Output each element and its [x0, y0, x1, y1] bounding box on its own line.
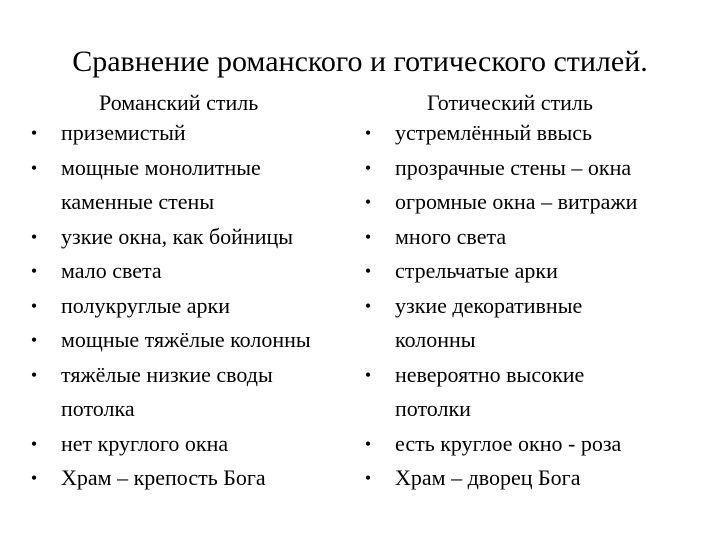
- bullet-icon: •: [364, 157, 372, 178]
- list-item-text: устремлённый ввысь: [395, 120, 593, 145]
- bullet-icon: •: [364, 468, 372, 488]
- bullet-icon: •: [364, 123, 372, 143]
- list-item: [28, 323, 358, 358]
- list-item-text: узкие декоративные: [395, 292, 583, 318]
- list-item-text: Храм – крепость Бога: [61, 465, 266, 490]
- list-item-text: потолки: [395, 396, 471, 421]
- bullet-icon: •: [30, 330, 38, 350]
- list-item-text: полукруглые арки: [61, 292, 231, 318]
- list-item-text: приземистый: [61, 120, 186, 145]
- bullet-icon: •: [30, 364, 38, 385]
- list-item-text: прозрачные стены – окна: [395, 154, 632, 180]
- list-item: [28, 289, 358, 324]
- bullet-icon: •: [364, 364, 372, 385]
- list-item: [362, 461, 692, 496]
- list-item: [362, 358, 692, 427]
- bullet-icon: •: [364, 261, 372, 281]
- list-item-text: стрельчатые арки: [395, 258, 558, 283]
- bullet-icon: •: [364, 226, 372, 247]
- list-item: [362, 116, 692, 151]
- list-item: [28, 116, 358, 151]
- list-item: [28, 358, 358, 427]
- list-item: [28, 461, 358, 496]
- list-item-text: узкие окна, как бойницы: [61, 223, 294, 249]
- list-item-text: мощные тяжёлые колонны: [61, 327, 311, 352]
- bullet-icon: •: [30, 226, 38, 247]
- list-item-text: потолка: [61, 396, 135, 421]
- list-item-text: Храм – дворец Бога: [395, 465, 581, 490]
- bullet-icon: •: [30, 157, 38, 178]
- list-item-text: мало света: [61, 258, 162, 283]
- bullet-icon: •: [364, 295, 372, 316]
- list-item: [28, 151, 358, 220]
- list-item-text: мощные монолитные: [61, 154, 261, 180]
- gothic-column: [362, 90, 692, 496]
- list-item: [28, 427, 358, 462]
- list-item-text: огромные окна – витражи: [395, 189, 638, 214]
- bullet-icon: •: [364, 433, 372, 454]
- romanesque-heading: Романский стиль: [99, 90, 259, 115]
- list-item: [362, 427, 692, 462]
- list-item-text: каменные стены: [61, 189, 215, 214]
- bullet-icon: •: [30, 433, 38, 454]
- romanesque-column: [28, 90, 358, 496]
- list-item: [362, 185, 692, 220]
- gothic-list: [362, 116, 692, 496]
- bullet-icon: •: [30, 261, 38, 281]
- list-item-text: тяжёлые низкие своды: [61, 361, 273, 387]
- bullet-icon: •: [30, 468, 38, 488]
- list-item: [28, 220, 358, 255]
- list-item-text: колонны: [395, 327, 476, 352]
- list-item-text: невероятно высокие: [395, 361, 585, 387]
- bullet-icon: •: [30, 295, 38, 316]
- list-item: [362, 220, 692, 255]
- list-item-text: есть круглое окно - роза: [395, 430, 622, 456]
- list-item: [362, 254, 692, 289]
- list-item-text: много света: [395, 223, 507, 249]
- romanesque-list: [28, 116, 358, 496]
- gothic-heading: Готический стиль: [427, 90, 593, 115]
- bullet-icon: •: [364, 192, 372, 212]
- list-item: [362, 151, 692, 186]
- list-item: [362, 289, 692, 358]
- list-item-text: нет круглого окна: [61, 430, 229, 456]
- list-item: [28, 254, 358, 289]
- slide-title: Сравнение романского и готического стилей.: [72, 45, 648, 78]
- bullet-icon: •: [30, 123, 38, 143]
